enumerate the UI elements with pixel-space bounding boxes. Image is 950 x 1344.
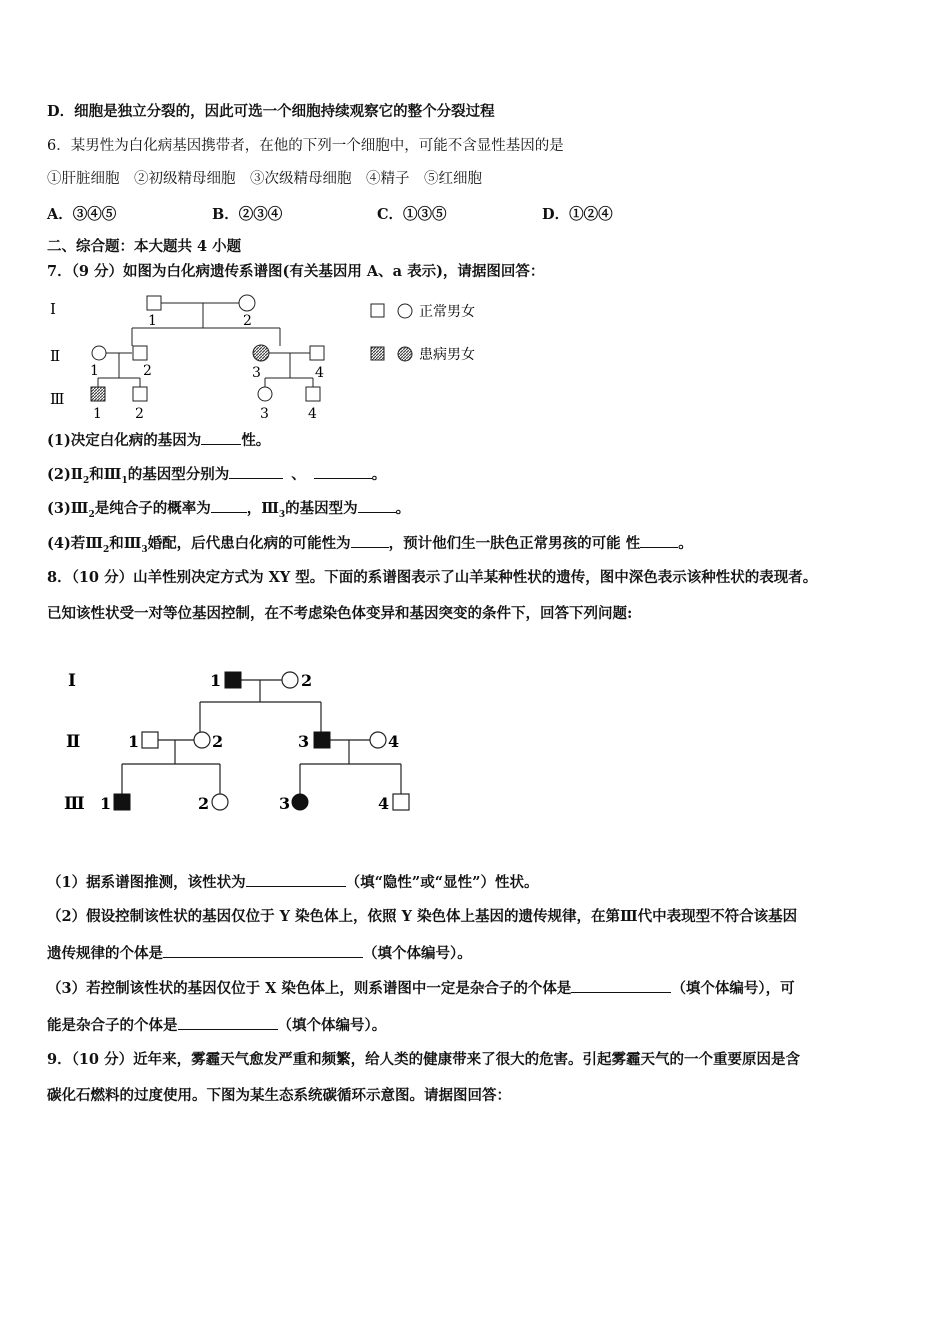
q8-stem-1: 8．（10 分）山羊性别决定方式为 XY 型。下面的系谱图表示了山羊某种性状的遗传，图中深色表示该种性状的表现者。 (47, 569, 818, 586)
q6-option-d: D．①②④ (542, 206, 613, 223)
q7-stem: 7．（9 分）如图为白化病遗传系谱图(有关基因用 A、a 表示)，请据图回答： (47, 263, 545, 280)
q7-num: 1 (93, 406, 102, 422)
answer-blank[interactable] (358, 498, 396, 513)
q8-stem-2: 已知该性状受一对等位基因控制，在不考虑染色体变异和基因突变的条件下，回答下列问题: (47, 605, 633, 622)
q8-num: 2 (301, 671, 313, 690)
answer-blank[interactable] (229, 464, 283, 479)
q8-II4-female-normal (370, 732, 386, 748)
q8-num: 4 (388, 732, 400, 751)
answer-blank[interactable] (571, 978, 671, 993)
q7-num: 1 (90, 363, 99, 379)
legend-affected-male-icon (371, 347, 384, 360)
answer-blank[interactable] (314, 464, 372, 479)
q7-III3-female-normal (258, 387, 272, 401)
q8-num: 1 (128, 732, 140, 751)
q8-pedigree-figure (60, 660, 430, 825)
legend-affected-label: 患病男女 (419, 347, 475, 363)
q7-sub1: (1)决定白化病的基因为 性。 (47, 432, 271, 449)
q8-gen-label-2: Ⅱ (66, 732, 81, 752)
q7-num: 2 (143, 363, 152, 379)
q8-num: 2 (212, 732, 224, 751)
q7-sub3: $(3)Ⅲ_2$是纯合子的概率为 ，$Ⅲ_3$的基因型为 。 (47, 500, 411, 520)
q7-III2-male-normal (133, 387, 147, 401)
q9-stem-2: 碳化石燃料的过度使用。下图为某生态系统碳循环示意图。请据图回答： (47, 1087, 511, 1104)
q7-num: 3 (260, 406, 269, 422)
q8-I2-female-normal (282, 672, 298, 688)
q7-num: 1 (148, 313, 157, 329)
q8-III4-male-normal (393, 794, 409, 810)
q6-option-c: C．①③⑤ (377, 206, 447, 223)
q7-II2-male-normal (133, 346, 147, 360)
q9-stem-1: 9．（10 分）近年来，雾霾天气愈发严重和频繁，给人类的健康带来了很大的危害。引起雾霾天气的一个重要原因是含 (47, 1051, 801, 1068)
q8-num: 1 (100, 794, 112, 813)
q8-num: 3 (279, 794, 291, 813)
q6-option-b: B．②③④ (212, 206, 283, 223)
q7-gen-label-1: Ⅰ (50, 300, 56, 318)
answer-blank[interactable] (178, 1015, 278, 1030)
q8-num: 2 (198, 794, 210, 813)
q7-gen-label-3: Ⅲ (50, 390, 65, 408)
q5-option-d: D．细胞是独立分裂的，因此可选一个细胞持续观察它的整个分裂过程 (47, 103, 495, 120)
q7-II1-female-normal (92, 346, 106, 360)
answer-blank[interactable] (246, 872, 346, 887)
q7-num: 3 (252, 365, 261, 381)
q6-option-a: A．③④⑤ (47, 206, 117, 223)
answer-blank[interactable] (201, 430, 241, 445)
q8-sub2-line2: 遗传规律的个体是 （填个体编号）。 (47, 945, 472, 962)
legend-normal-female-icon (398, 304, 412, 318)
q8-sub2-line1: （2）假设控制该性状的基因仅位于 Y 染色体上，依照 Y 染色体上基因的遗传规律，在第Ⅲ代中表现型不符合该基因 (47, 908, 798, 925)
answer-blank[interactable] (640, 533, 678, 548)
q7-I2-female-normal (239, 295, 255, 311)
q7-num: 2 (135, 406, 144, 422)
q7-num: 4 (308, 406, 317, 422)
legend-normal-label: 正常男女 (419, 304, 475, 320)
q8-num: 4 (378, 794, 390, 813)
q7-III4-male-normal (306, 387, 320, 401)
answer-blank[interactable] (163, 943, 363, 958)
q8-sub1: （1）据系谱图推测，该性状为 （填“隐性”或“显性”）性状。 (47, 874, 539, 891)
q8-I1-male-affected (225, 672, 241, 688)
answer-blank[interactable] (351, 533, 389, 548)
q8-sub3-line1: （3）若控制该性状的基因仅位于 X 染色体上，则系谱图中一定是杂合子的个体是 （填个体编号），可 (47, 980, 795, 997)
q8-gen-label-1: Ⅰ (68, 671, 76, 691)
q8-gen-label-3: Ⅲ (64, 794, 85, 814)
legend-affected-female-icon (398, 347, 412, 361)
legend-normal-male-icon (371, 304, 384, 317)
q7-pedigree-figure (40, 290, 510, 425)
q7-III1-male-affected (91, 387, 105, 401)
q7-II3-female-affected (253, 345, 269, 361)
q8-II2-female-normal (194, 732, 210, 748)
q8-num: 1 (210, 671, 222, 690)
q7-I1-male-normal (147, 296, 161, 310)
q8-III2-female-normal (212, 794, 228, 810)
q7-sub4: (4)若$Ⅲ_2$和$Ⅲ_3$婚配，后代患白化病的可能性为 ，预计他们生一肤色正常男孩的可能 性 。 (47, 535, 693, 555)
q6-stem: 6．某男性为白化病基因携带者，在他的下列一个细胞中，可能不含显性基因的是 (47, 138, 564, 154)
q8-III3-female-affected (292, 794, 308, 810)
q7-num: 2 (243, 313, 252, 329)
q7-II4-male-normal (310, 346, 324, 360)
q8-sub3-line2: 能是杂合子的个体是 （填个体编号）。 (47, 1017, 387, 1034)
q8-II1-male-normal (142, 732, 158, 748)
answer-blank[interactable] (211, 498, 247, 513)
section-title: 二、综合题：本大题共 4 小题 (47, 238, 242, 255)
q7-num: 4 (315, 365, 324, 381)
q8-III1-male-affected (114, 794, 130, 810)
q8-II3-male-affected (314, 732, 330, 748)
q6-items: ①肝脏细胞 ②初级精母细胞 ③次级精母细胞 ④精子 ⑤红细胞 (47, 171, 482, 187)
q7-gen-label-2: Ⅱ (50, 347, 61, 365)
q7-sub2: $(2)Ⅱ_2$和$Ⅲ_1$的基因型分别为 、 。 (47, 466, 387, 486)
q8-num: 3 (298, 732, 310, 751)
